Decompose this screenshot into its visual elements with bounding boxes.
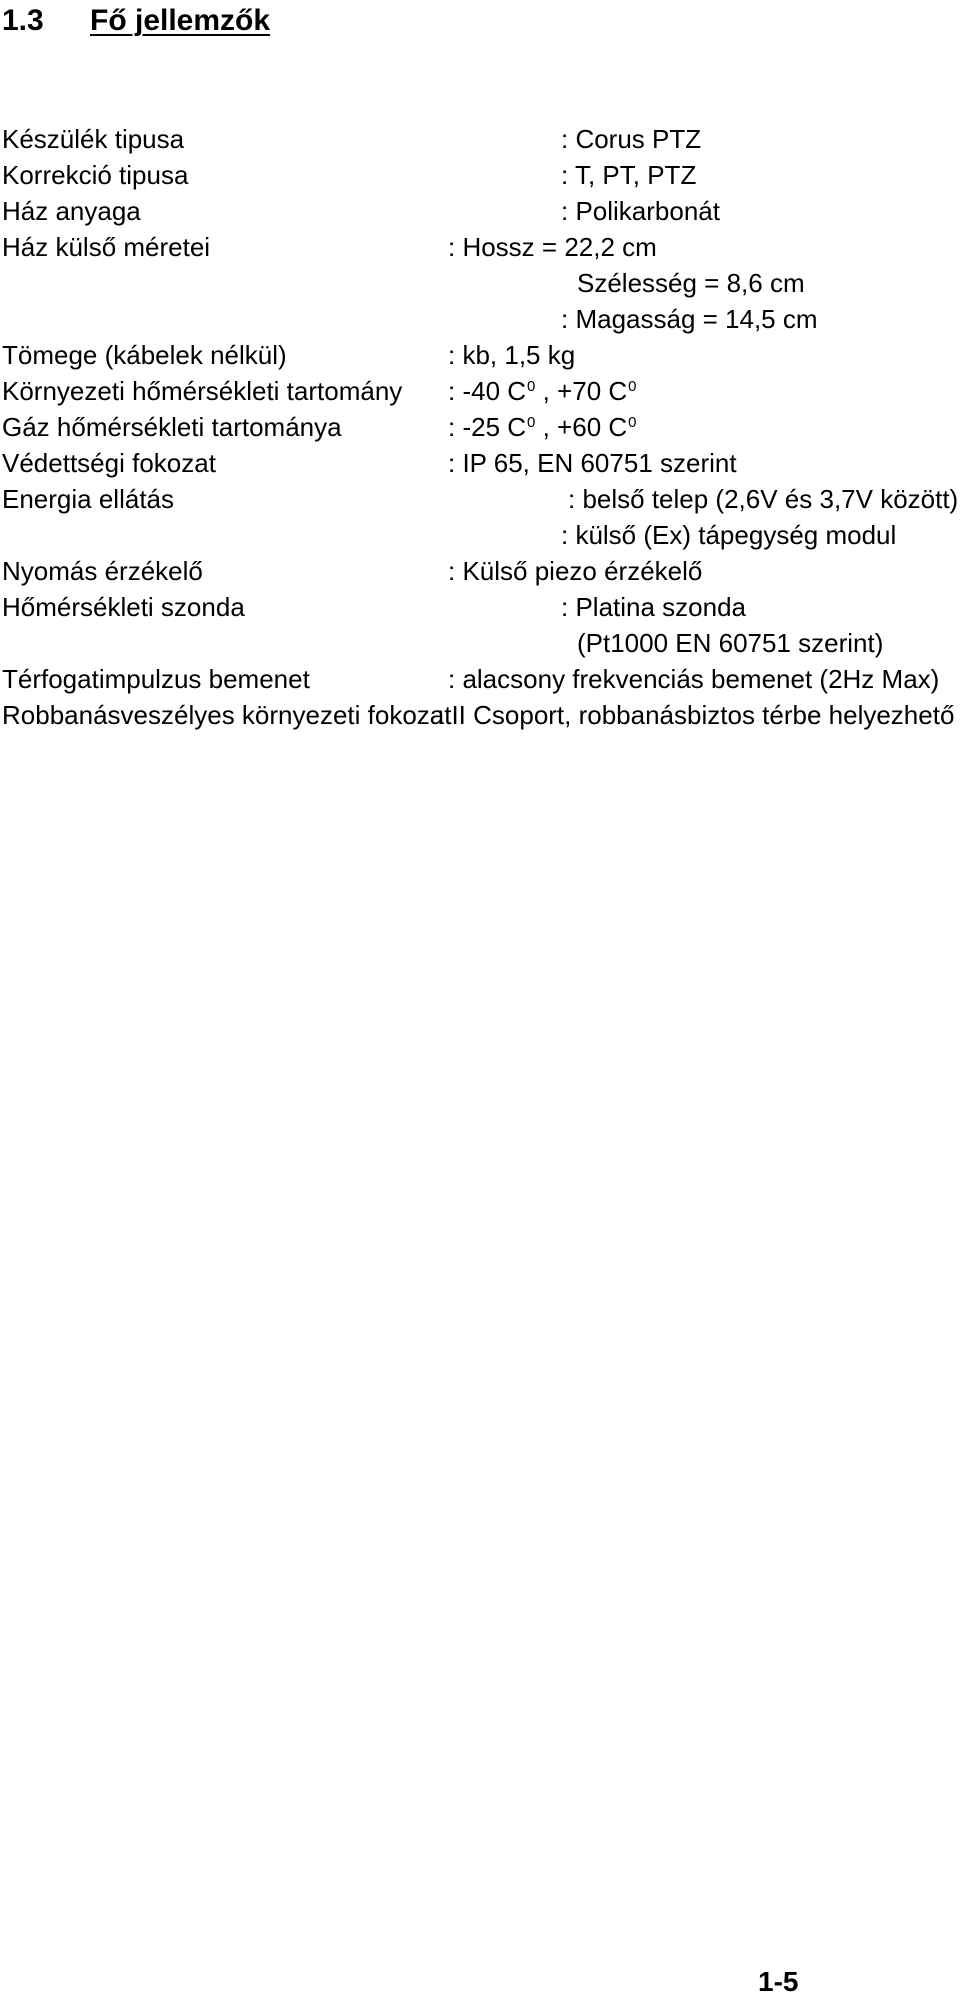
page-number: 1-5 bbox=[758, 1966, 799, 1997]
spec-label-housing-dimensions: Ház külső méretei bbox=[2, 232, 211, 262]
spec-value-power-external: : külső (Ex) tápegység modul bbox=[561, 520, 897, 550]
spec-value-volume-pulse-input: : alacsony frekvenciás bemenet (2Hz Max) bbox=[448, 664, 940, 694]
section-heading bbox=[2, 0, 270, 42]
spec-value-power-internal: : belső telep (2,6V és 3,7V között) bbox=[568, 484, 959, 514]
spec-label-gas-temp: Gáz hőmérsékleti tartománya bbox=[2, 412, 342, 442]
degree-sup: 0 bbox=[628, 414, 637, 431]
spec-label-weight: Tömege (kábelek nélkül) bbox=[2, 340, 287, 370]
ambient-temp-low: : -40 C bbox=[448, 376, 527, 406]
spec-value-temp-probe: : Platina szonda bbox=[561, 592, 747, 622]
section-title: Fő jellemzők bbox=[90, 4, 271, 37]
spec-label-housing-material: Ház anyaga bbox=[2, 196, 141, 226]
degree-sup: 0 bbox=[628, 378, 637, 395]
spec-value-explosion-protection: : II Csoport, robbanásbiztos térbe helyezhető bbox=[437, 700, 955, 730]
gas-temp-low: : -25 C bbox=[448, 412, 527, 442]
spec-value-gas-temp bbox=[448, 409, 637, 445]
ambient-temp-high: , +70 C bbox=[542, 376, 628, 406]
spec-value-weight: : kb, 1,5 kg bbox=[448, 340, 576, 370]
spec-value-ambient-temp bbox=[448, 373, 637, 409]
spec-label-power-supply: Energia ellátás bbox=[2, 484, 174, 514]
spec-label-ambient-temp: Környezeti hőmérsékleti tartomány bbox=[2, 376, 403, 406]
degree-sup: 0 bbox=[527, 414, 536, 431]
spec-value-correction-type: : T, PT, PTZ bbox=[561, 160, 697, 190]
spec-label-pressure-sensor: Nyomás érzékelő bbox=[2, 556, 203, 586]
spec-value-housing-material: : Polikarbonát bbox=[561, 196, 720, 226]
spec-label-explosion-protection: Robbanásveszélyes környezeti fokozat bbox=[2, 700, 452, 730]
spec-label-correction-type: Korrekció tipusa bbox=[2, 160, 189, 190]
spec-label-device-type: Készülék tipusa bbox=[2, 124, 185, 154]
spec-label-temp-probe: Hőmérsékleti szonda bbox=[2, 592, 245, 622]
spec-label-volume-pulse-input: Térfogatimpulzus bemenet bbox=[2, 664, 310, 694]
spec-value-housing-height: : Magasság = 14,5 cm bbox=[561, 304, 818, 334]
section-number: 1.3 bbox=[2, 4, 44, 37]
spec-value-temp-probe-note: (Pt1000 EN 60751 szerint) bbox=[577, 628, 884, 658]
spec-value-protection: : IP 65, EN 60751 szerint bbox=[448, 448, 737, 478]
spec-value-housing-length: : Hossz = 22,2 cm bbox=[448, 232, 657, 262]
spec-label-protection: Védettségi fokozat bbox=[2, 448, 216, 478]
spec-value-pressure-sensor: : Külső piezo érzékelő bbox=[448, 556, 703, 586]
spec-value-housing-width: Szélesség = 8,6 cm bbox=[577, 268, 805, 298]
gas-temp-high: , +60 C bbox=[542, 412, 628, 442]
spec-value-device-type: : Corus PTZ bbox=[561, 124, 702, 154]
degree-sup: 0 bbox=[527, 378, 536, 395]
